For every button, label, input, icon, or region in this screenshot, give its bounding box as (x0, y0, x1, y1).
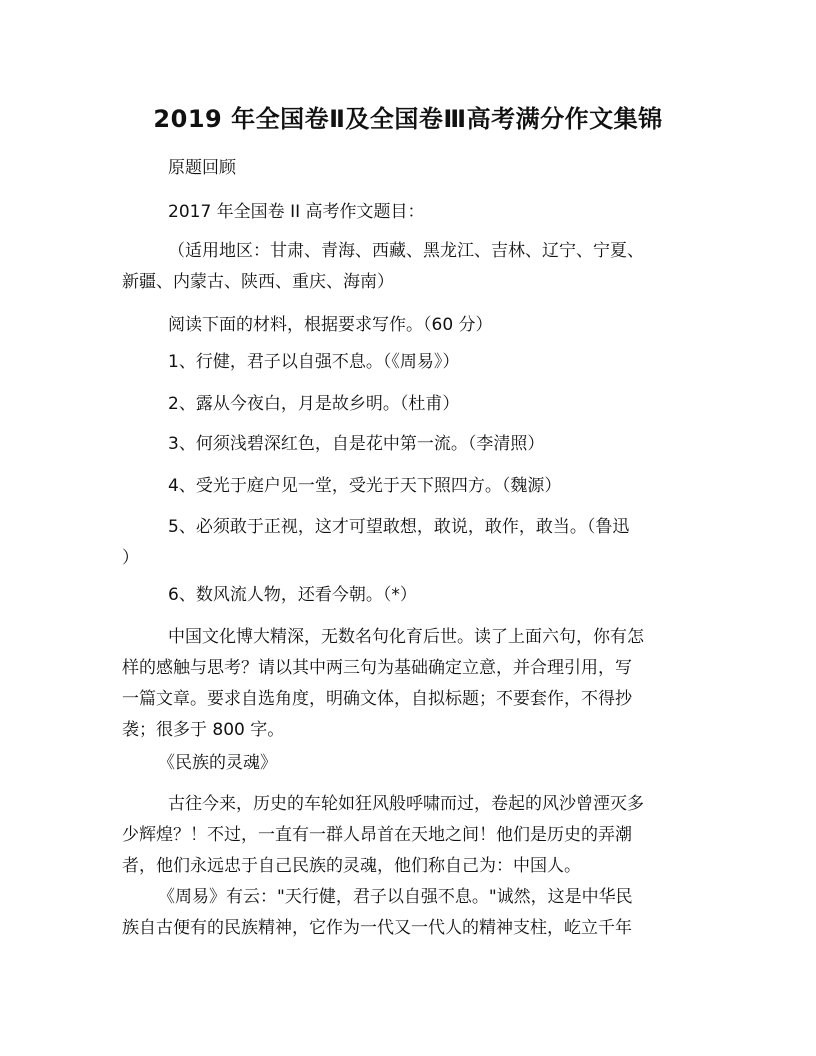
quote-line: 5、必须敢于正视，这才可望敢想，敢说，敢作，敢当。（鲁迅 (168, 517, 630, 537)
essay-line: 者，他们永远忠于自己民族的灵魂，他们称自己为：中国人。 (122, 856, 581, 876)
exam-title: 2017 年全国卷 II 高考作文题目： (168, 202, 425, 222)
task-line: 一篇文章。要求自选角度，明确文体，自拟标题；不要套作，不得抄 (122, 689, 632, 709)
task-line: 样的感触与思考？请以其中两三句为基础确定立意，并合理引用，写 (122, 658, 632, 678)
essay-title: 《民族的灵魂》 (158, 753, 277, 773)
section-heading: 原题回顾 (168, 158, 236, 178)
essay-paragraph (122, 789, 692, 882)
quote-item: 4、受光于庭户见一堂，受光于天下照四方。（魏源） (168, 476, 562, 496)
essay-paragraph (122, 882, 692, 944)
task-line: 袭；很多于 800 字。 (122, 720, 285, 740)
essay-line: 古往今来，历史的车轮如狂风般呼啸而过，卷起的风沙曾湮灭多 (168, 794, 644, 814)
essay-line: 《周易》有云："天行健，君子以自强不息。"诚然，这是中华民 (158, 887, 633, 907)
essay-line: 族自古便有的民族精神，它作为一代又一代人的精神支柱，屹立千年 (122, 918, 632, 938)
quote-item (122, 512, 692, 574)
quote-item: 1、行健，君子以自强不息。（《周易》） (168, 352, 460, 372)
instruction: 阅读下面的材料，根据要求写作。（60 分） (168, 315, 493, 335)
regions-line: 新疆、内蒙古、陕西、重庆、海南） (122, 272, 394, 292)
essay-line: 少辉煌？！不过，一直有一群人昂首在天地之间！他们是历史的弄潮 (122, 825, 632, 845)
quote-item: 2、露从今夜白，月是故乡明。（杜甫） (168, 394, 460, 414)
quote-item: 3、何须浅碧深红色，自是花中第一流。（李清照） (168, 434, 545, 454)
task-paragraph (122, 622, 692, 746)
regions-paragraph (122, 236, 692, 298)
document-title: 2019 年全国卷Ⅱ及全国卷Ⅲ高考满分作文集锦 (153, 105, 663, 133)
quote-line: ） (122, 548, 139, 568)
quote-item: 6、数风流人物，还看今朝。（*） (168, 585, 417, 605)
regions-line: （适用地区：甘肃、青海、西藏、黑龙江、吉林、辽宁、宁夏、 (168, 241, 644, 261)
task-line: 中国文化博大精深，无数名句化育后世。读了上面六句，你有怎 (168, 627, 644, 647)
